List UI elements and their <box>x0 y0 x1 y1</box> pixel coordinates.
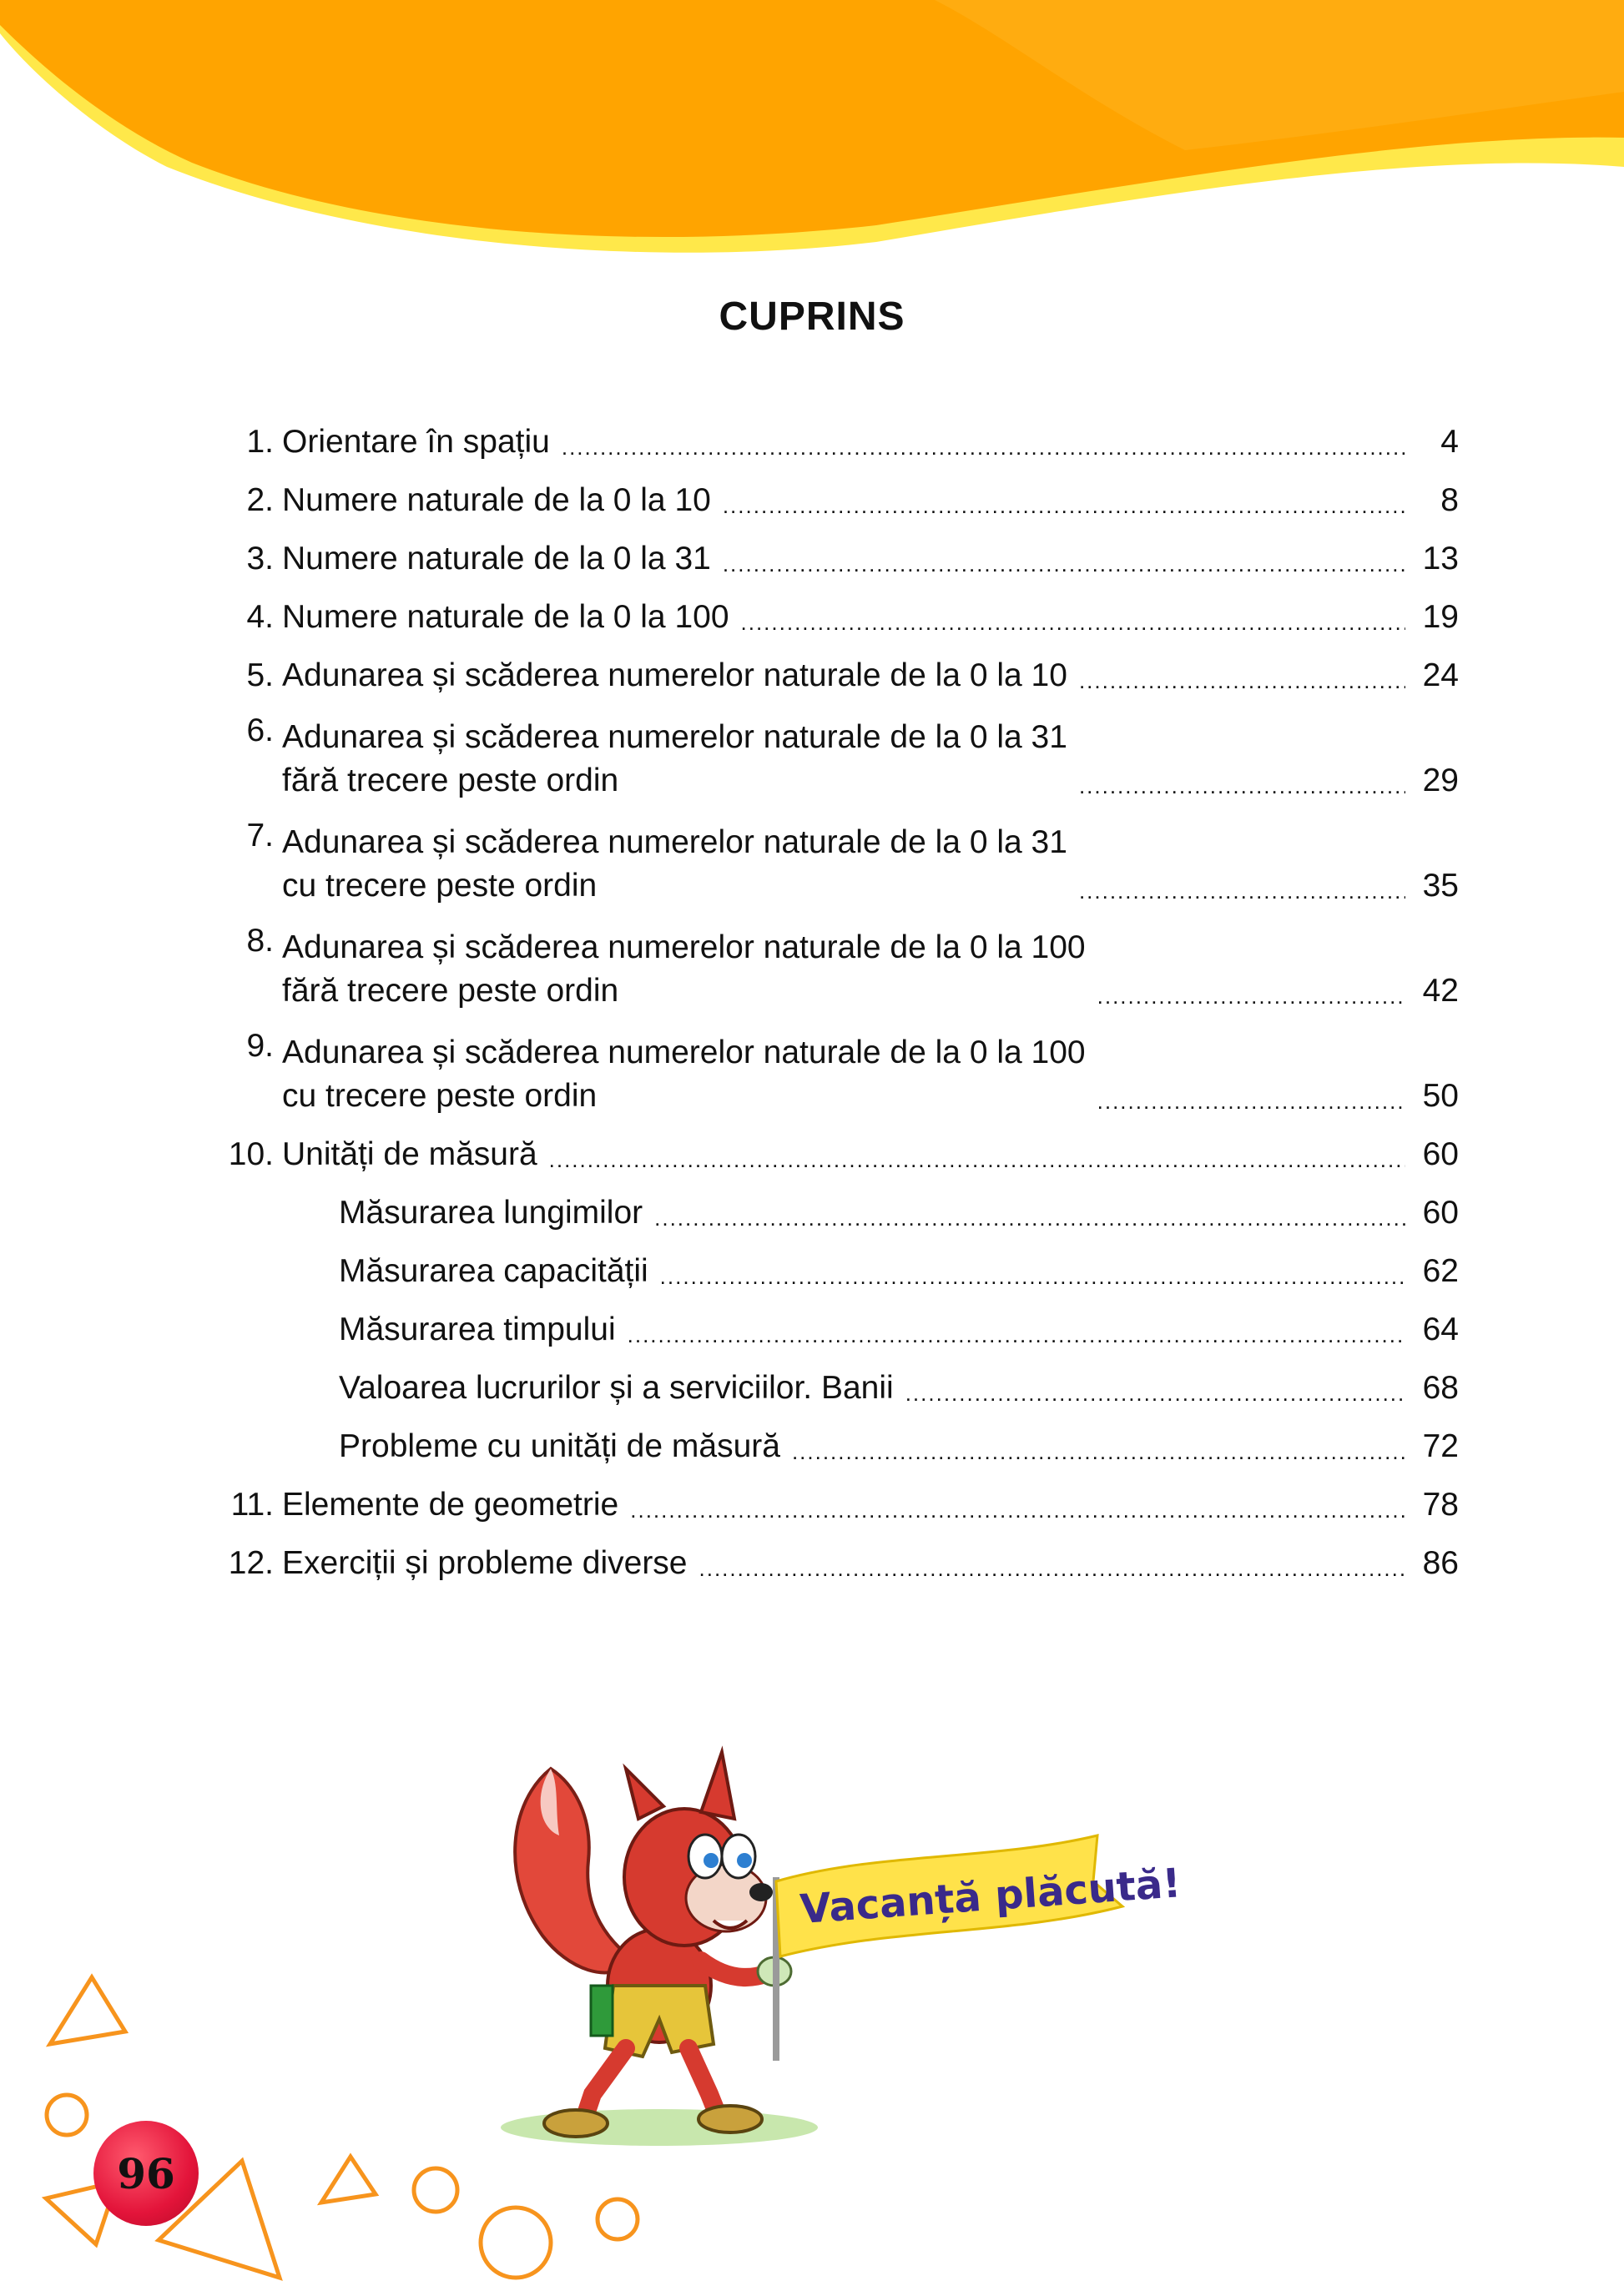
toc-title: Orientare în spațiu <box>282 424 550 460</box>
toc-page: 78 <box>1422 1487 1459 1523</box>
toc-number: 4. <box>246 599 274 635</box>
toc-number: 11. <box>230 1487 274 1523</box>
toc-number: 9. <box>246 1028 274 1064</box>
toc-page: 50 <box>1422 1078 1459 1114</box>
geometric-shapes-decoration <box>0 1944 684 2296</box>
toc-title: Valoarea lucrurilor și a serviciilor. Banii <box>339 1370 894 1406</box>
toc-title: Numere naturale de la 0 la 100 <box>282 599 729 635</box>
right-shoe <box>699 2106 762 2132</box>
table-of-contents <box>215 405 1459 1585</box>
toc-number: 3. <box>246 541 274 577</box>
leader-dots <box>741 614 1405 631</box>
toc-row <box>215 1527 1459 1585</box>
circle-icon <box>481 2208 551 2278</box>
toc-page: 19 <box>1422 599 1459 635</box>
toc-page: 62 <box>1422 1253 1459 1289</box>
circle-icon <box>414 2168 457 2212</box>
toc-row <box>215 581 1459 639</box>
toc-title: Măsurarea timpului <box>339 1312 616 1347</box>
triangle-icon <box>321 2157 376 2203</box>
right-leg <box>688 2048 718 2115</box>
toc-number: 6. <box>246 712 274 748</box>
toc-page: 42 <box>1422 973 1459 1009</box>
toc-page: 68 <box>1422 1370 1459 1406</box>
toc-page: 72 <box>1422 1428 1459 1464</box>
tail <box>515 1769 634 1972</box>
leader-dots <box>628 1327 1405 1343</box>
toc-row <box>215 908 1459 1013</box>
triangle-icon <box>50 1977 125 2044</box>
toc-title: Adunarea și scăderea numerelor naturale de la 0 la 10 <box>282 657 1067 693</box>
toc-row <box>215 803 1459 908</box>
toc-page: 86 <box>1422 1545 1459 1581</box>
nose <box>749 1883 773 1901</box>
toc-title: Numere naturale de la 0 la 10 <box>282 482 711 518</box>
toc-subrow <box>215 1293 1459 1352</box>
toc-page: 4 <box>1440 424 1459 460</box>
toc-title: Numere naturale de la 0 la 31 <box>282 541 711 577</box>
toc-row <box>215 522 1459 581</box>
circle-icon <box>598 2199 638 2239</box>
leader-dots <box>905 1385 1405 1402</box>
toc-page: 35 <box>1422 868 1459 904</box>
toc-title: Elemente de geometrie <box>282 1487 619 1523</box>
toc-title: Măsurarea lungimilor <box>339 1195 643 1231</box>
leader-dots <box>660 1268 1405 1285</box>
leader-dots <box>549 1151 1405 1168</box>
toc-title: Adunarea și scăderea numerelor naturale de la 0 la 100 cu trecere peste ordin <box>282 1035 1086 1114</box>
toc-number: 12. <box>228 1545 274 1581</box>
toc-number: 1. <box>246 424 274 460</box>
page-title: CUPRINS <box>719 295 905 339</box>
toc-title: Măsurarea capacității <box>339 1253 648 1289</box>
toc-title: Probleme cu unități de măsură <box>339 1428 780 1464</box>
leader-dots <box>699 1560 1405 1577</box>
toc-page: 60 <box>1422 1136 1459 1172</box>
banner-text: Vacanță plăcută! <box>798 1860 1183 1933</box>
toc-subrow <box>215 1176 1459 1235</box>
leader-dots <box>1097 1093 1405 1110</box>
toc-number: 10. <box>228 1136 274 1172</box>
toc-row <box>215 464 1459 522</box>
toc-page: 29 <box>1422 763 1459 798</box>
leader-dots <box>1079 778 1405 794</box>
leader-dots <box>562 439 1405 456</box>
toc-subrow <box>215 1410 1459 1468</box>
toc-row <box>215 1118 1459 1176</box>
page-number-badge <box>93 2121 199 2226</box>
header-wave-decoration <box>0 0 1624 275</box>
toc-page: 60 <box>1422 1195 1459 1231</box>
toc-title: Adunarea și scăderea numerelor naturale de la 0 la 100 fără trecere peste ordin <box>282 929 1086 1009</box>
leader-dots <box>723 556 1405 572</box>
leader-dots <box>630 1502 1405 1518</box>
page-number: 96 <box>117 2148 175 2198</box>
toc-title: Unități de măsură <box>282 1136 537 1172</box>
toc-row <box>215 697 1459 803</box>
toc-title: Exerciții și probleme diverse <box>282 1545 688 1581</box>
toc-row <box>215 405 1459 464</box>
toc-number: 5. <box>246 657 274 693</box>
ear-right <box>701 1752 734 1819</box>
pupil-right <box>737 1853 752 1868</box>
toc-page: 24 <box>1422 657 1459 693</box>
toc-row <box>215 1468 1459 1527</box>
pupil-left <box>704 1853 719 1868</box>
leader-dots <box>1097 988 1405 1004</box>
leader-dots <box>1079 672 1405 689</box>
toc-row <box>215 1013 1459 1118</box>
ear-left <box>626 1769 663 1819</box>
toc-title: Adunarea și scăderea numerelor naturale de la 0 la 31 cu trecere peste ordin <box>282 824 1067 904</box>
toc-row <box>215 639 1459 697</box>
toc-page: 8 <box>1440 482 1459 518</box>
leader-dots <box>792 1443 1405 1460</box>
circle-icon <box>47 2095 87 2135</box>
toc-number: 2. <box>246 482 274 518</box>
toc-number: 8. <box>246 923 274 959</box>
leader-dots <box>723 497 1405 514</box>
leader-dots <box>654 1210 1405 1226</box>
toc-subrow <box>215 1352 1459 1410</box>
toc-title: Adunarea și scăderea numerelor naturale de la 0 la 31 fără trecere peste ordin <box>282 719 1067 798</box>
toc-page: 13 <box>1422 541 1459 577</box>
toc-subrow <box>215 1235 1459 1293</box>
toc-number: 7. <box>246 818 274 853</box>
toc-page: 64 <box>1422 1312 1459 1347</box>
leader-dots <box>1079 883 1405 899</box>
